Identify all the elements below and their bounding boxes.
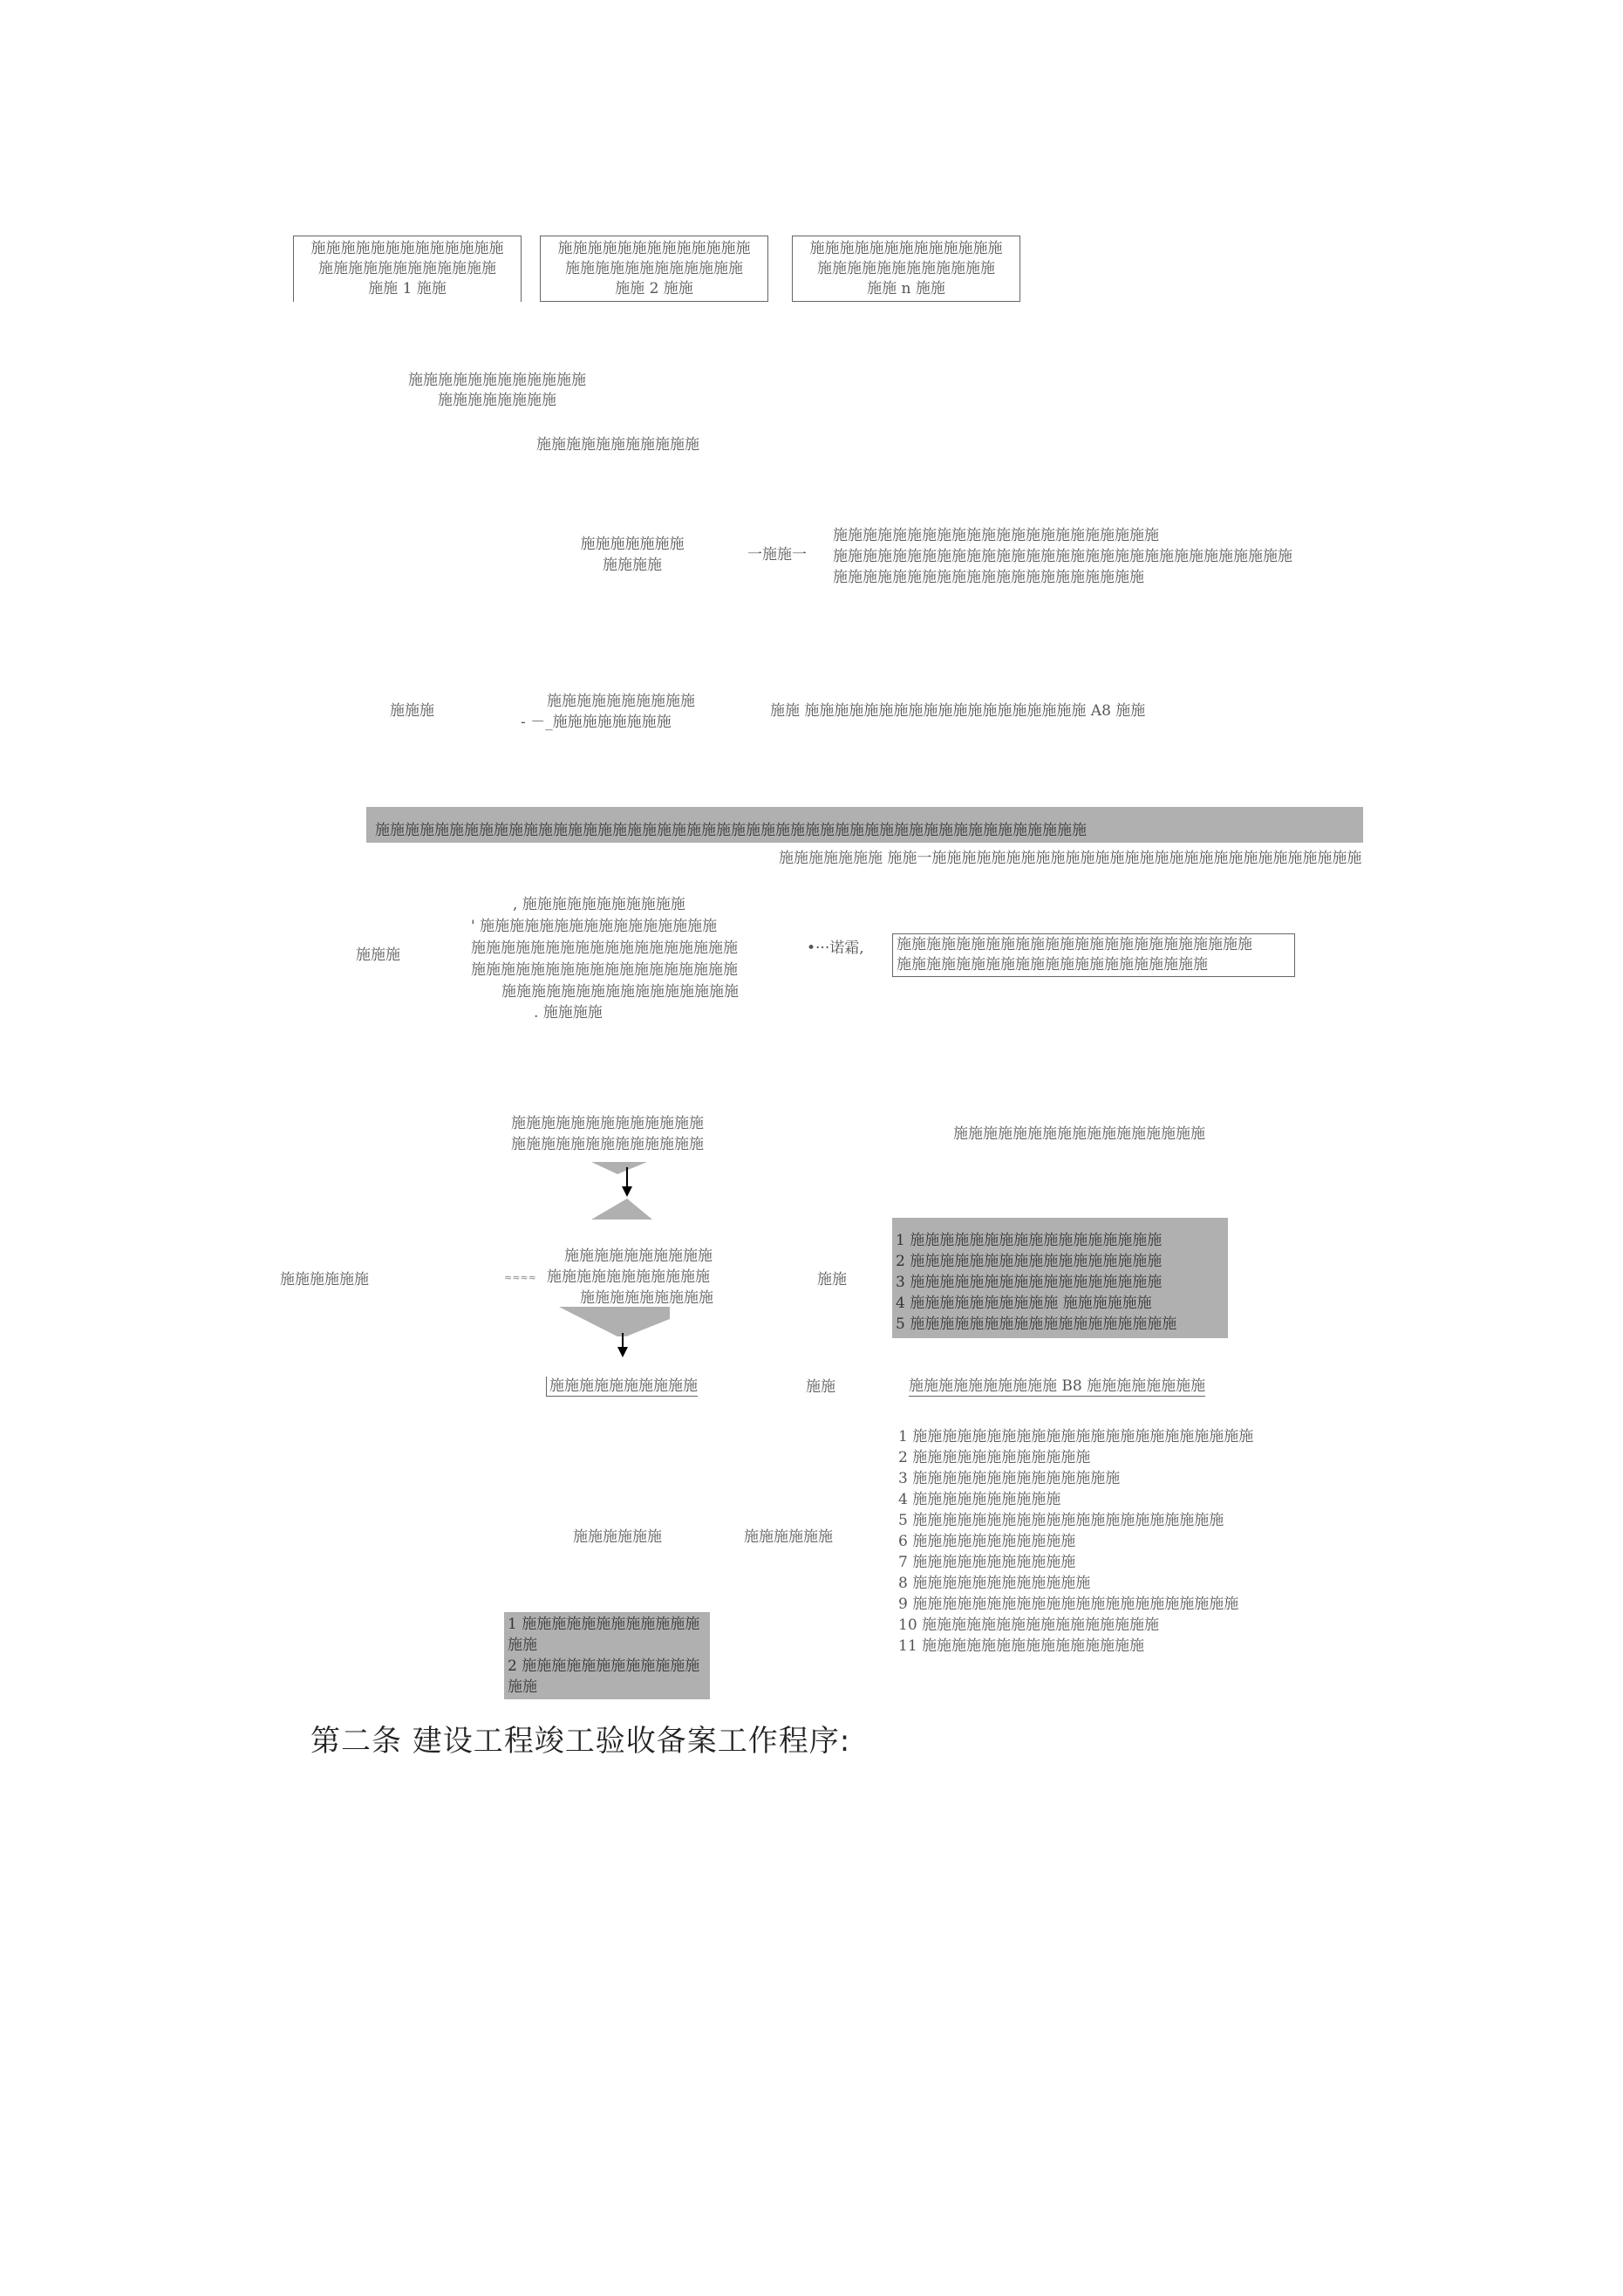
gray-small-line3: 2 施施施施施施施施施施施施 [508, 1657, 700, 1675]
flow-mid-prefix: ≈≈≈≈ [504, 1272, 536, 1283]
numbered-item-9: 9 施施施施施施施施施施施施施施施施施施施施施施 [898, 1596, 1239, 1613]
flow-right-title: 施施施施施施施施施施施施施施施施施 [953, 1125, 1205, 1143]
bottom-left-label: 施施施施施施 [573, 1528, 662, 1546]
flow-shi-label-2: 施施 [806, 1378, 835, 1396]
numbered-item-3: 3 施施施施施施施施施施施施施施 [898, 1470, 1121, 1487]
top-box-2-line3: 施施 2 施施 [615, 280, 693, 297]
row4-right-line2: 施施施施施施施施施施施施施施施施施施施施施施施施施施施施施施施 [833, 548, 1292, 565]
top-box-n [792, 236, 1020, 302]
top-box-1-line1: 施施施施施施施施施施施施施 [310, 240, 504, 257]
row7-line5: 施施施施施施施施施施施施施施施施 [501, 983, 739, 1001]
flow-mid-line2: 施施施施施施施施施施施 [547, 1268, 710, 1286]
row7-box-line2: 施施施施施施施施施施施施施施施施施施施施施 [897, 956, 1208, 974]
row4-right-line1: 施施施施施施施施施施施施施施施施施施施施施施 [833, 527, 1159, 544]
row7-line3: 施施施施施施施施施施施施施施施施施施 [471, 940, 738, 957]
flow-mid-line1: 施施施施施施施施施施 [564, 1247, 713, 1265]
flow-arrow-down-2 [555, 1307, 672, 1363]
row4-connector: 一施施一 [747, 546, 807, 564]
row7-line1: , 施施施施施施施施施施施 [513, 896, 685, 913]
row7-line4: 施施施施施施施施施施施施施施施施施施 [471, 961, 738, 979]
row7-dots: •···诺霜, [807, 940, 864, 957]
bottom-mid-label: 施施施施施施 [744, 1528, 833, 1546]
top-box-2 [540, 236, 768, 302]
flow-top-line1: 施施施施施施施施施施施施施 [511, 1115, 704, 1132]
section-heading: 第二条 建设工程竣工验收备案工作程序: [310, 1724, 851, 1759]
row5-right: 施施 施施施施施施施施施施施施施施施施施施施 A8 施施 [770, 702, 1146, 720]
top-box-1-line2: 施施施施施施施施施施施施 [318, 260, 496, 277]
top-box-2-line2: 施施施施施施施施施施施施 [565, 260, 743, 277]
flow-mid-line3: 施施施施施施施施施 [580, 1289, 713, 1307]
row5-mid-line2: - －_施施施施施施施施 [521, 714, 672, 731]
numbered-list [898, 1426, 1334, 1651]
band-subtext: 施施施施施施施 施施一施施施施施施施施施施施施施施施施施施施施施施施施施施施施施 [779, 850, 1362, 867]
row4-right-line3: 施施施施施施施施施施施施施施施施施施施施施 [833, 569, 1144, 586]
gray-small-box [504, 1612, 710, 1699]
numbered-item-4: 4 施施施施施施施施施施 [898, 1491, 1061, 1508]
gray-checklist-3: 3 施施施施施施施施施施施施施施施施施 [896, 1274, 1163, 1291]
numbered-item-1: 1 施施施施施施施施施施施施施施施施施施施施施施施 [898, 1428, 1254, 1445]
flow-under-box: 施施施施施施施施施施 [546, 1377, 698, 1397]
top-box-n-line3: 施施 n 施施 [867, 280, 945, 297]
numbered-item-2: 2 施施施施施施施施施施施施 [898, 1449, 1091, 1466]
top-box-n-line2: 施施施施施施施施施施施施 [817, 260, 995, 277]
block2-line1: 施施施施施施施施施施施施 [408, 372, 586, 389]
gray-small-line1: 1 施施施施施施施施施施施施 [508, 1616, 700, 1633]
row7-line2: ' 施施施施施施施施施施施施施施施施 [471, 918, 718, 935]
top-box-n-line1: 施施施施施施施施施施施施施 [809, 240, 1003, 257]
numbered-item-11: 11 施施施施施施施施施施施施施施施 [898, 1637, 1145, 1651]
flow-shi-label: 施施 [817, 1271, 847, 1288]
gray-checklist-5: 5 施施施施施施施施施施施施施施施施施施 [896, 1315, 1177, 1333]
row4-left-line1: 施施施施施施施 [580, 536, 685, 553]
gray-band [366, 807, 1363, 843]
flow-top-line2: 施施施施施施施施施施施施施 [511, 1136, 704, 1153]
numbered-item-8: 8 施施施施施施施施施施施施 [898, 1575, 1091, 1592]
gray-checklist-1: 1 施施施施施施施施施施施施施施施施施 [896, 1232, 1163, 1249]
numbered-item-7: 7 施施施施施施施施施施施 [898, 1554, 1076, 1571]
top-box-1-line3: 施施 1 施施 [368, 280, 447, 297]
numbered-item-6: 6 施施施施施施施施施施施 [898, 1533, 1076, 1550]
gray-small-line4: 施施 [508, 1678, 537, 1696]
gray-checklist-2: 2 施施施施施施施施施施施施施施施施施 [896, 1253, 1163, 1270]
flow-left-label: 施施施施施施 [280, 1271, 369, 1288]
row5-mid-line1: 施施施施施施施施施施 [547, 693, 695, 710]
top-box-2-line1: 施施施施施施施施施施施施施 [557, 240, 751, 257]
row7-left: 施施施 [356, 946, 400, 964]
row4-left-line2: 施施施施 [603, 557, 662, 574]
numbered-item-10: 10 施施施施施施施施施施施施施施施施 [898, 1616, 1160, 1634]
row7-box-line1: 施施施施施施施施施施施施施施施施施施施施施施施施 [897, 936, 1252, 953]
gray-checklist [892, 1218, 1228, 1338]
gray-small-line2: 施施 [508, 1637, 537, 1654]
row7-box [892, 933, 1295, 977]
row7-line6: . 施施施施 [534, 1004, 603, 1022]
flow-arrow-down-1 [584, 1162, 663, 1223]
block3-text: 施施施施施施施施施施施 [536, 436, 699, 454]
numbered-item-5: 5 施施施施施施施施施施施施施施施施施施施施施 [898, 1512, 1224, 1529]
gray-checklist-4: 4 施施施施施施施施施施 施施施施施施 [896, 1295, 1152, 1312]
gray-band-text: 施施施施施施施施施施施施施施施施施施施施施施施施施施施施施施施施施施施施施施施施施施施施施施施施 [375, 822, 1087, 839]
flow-b8-text: 施施施施施施施施施施 B8 施施施施施施施施 [909, 1377, 1206, 1395]
row5-left: 施施施 [390, 702, 434, 720]
top-box-1 [293, 236, 522, 302]
block2-line2: 施施施施施施施施 [438, 392, 556, 409]
